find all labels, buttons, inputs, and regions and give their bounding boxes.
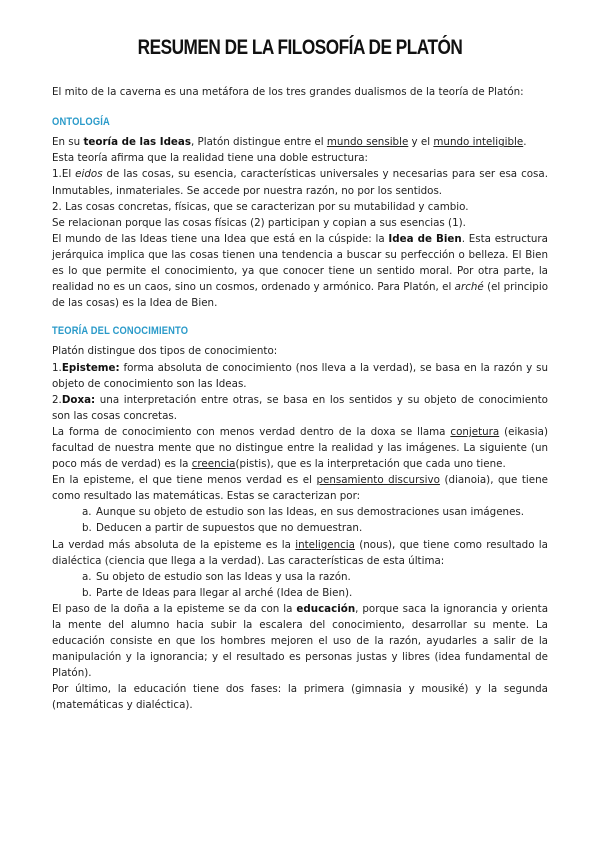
list-item: b. Parte de Ideas para llegar al arché (Idea de Bien). [82, 586, 353, 599]
list-item: b. Deducen a partir de supuestos que no demuestran. [82, 522, 363, 535]
dialectica-list [52, 569, 548, 601]
ontologia-paragraph-5: Se relacionan porque las cosas físicas (2) participan y copian a sus esencias (1). [52, 216, 466, 229]
ontologia-paragraph-3: 1.El eidos de las cosas, su esencia, características universales y necesarias para ser esa cosa. Inmutables, inmateriales. Se accede por nuestra razón, no por los sentidos. [52, 168, 548, 197]
conocimiento-paragraph-2: 1.Episteme: forma absoluta de conocimiento (nos lleva a la verdad), se basa en la razón y su objeto de conocimiento son las Ideas. [52, 361, 548, 390]
section-heading-conocimiento: TEORÍA DEL CONOCIMIENTO [52, 325, 189, 338]
ontologia-paragraph-2: Esta teoría afirma que la realidad tiene una doble estructura: [52, 152, 369, 165]
conocimiento-paragraph-3: 2.Doxa: una interpretación entre otras, se basa en los sentidos y su objeto de conocimiento son las cosas concretas. [52, 393, 548, 422]
conocimiento-paragraph-6: La verdad más absoluta de la episteme es la inteligencia (nous), que tiene como resultado la dialéctica (ciencia que llega a la verdad). Las características de esta última: [52, 538, 548, 567]
ontologia-paragraph-6: El mundo de las Ideas tiene una Idea que está en la cúspide: la Idea de Bien. Esta estructura jerárquica implica que las cosas tienen una tendencia a buscar su perfección o belleza. El Bien es lo que permite el conocimiento, ya que conocer tiene un sentido moral. Por otra parte, la realidad no es un caos, sino un cosmos, ordenado y armónico. Para Platón, el arché (el principio de las cosas) es la Idea de Bien. [52, 232, 548, 310]
conocimiento-paragraph-5: En la episteme, el que tiene menos verdad es el pensamiento discursivo (dianoia), que tiene como resultado las matemáticas. Estas se caracterizan por: [52, 474, 548, 503]
matematicas-list [52, 504, 548, 536]
conocimiento-paragraph-1: Platón distingue dos tipos de conocimiento: [52, 345, 278, 358]
section-heading-ontologia: ONTOLOGÍA [52, 116, 110, 129]
ontologia-paragraph-1: En su teoría de las Ideas, Platón distingue entre el mundo sensible y el mundo inteligible. [52, 136, 527, 149]
conocimiento-paragraph-7: El paso de la doña a la episteme se da con la educación, porque saca la ignorancia y orienta la mente del alumno hacia subir la escalera del conocimiento, desarrollar su mente. La educación consiste en que los hombres mejoren el uso de la razón, ayudarles a salir de la manipulación y la ignorancia; y el resultado es personas justas y libres (idea fundamental de Platón). [52, 602, 548, 680]
conocimiento-paragraph-4: La forma de conocimiento con menos verdad dentro de la doxa se llama conjetura (eikasia) facultad de nuestra mente que no distingue entre la realidad y las imágenes. La siguiente (un poco más de verdad) es la creencia(pistis), que es la interpretación que cada uno tiene. [52, 425, 548, 471]
intro-paragraph: El mito de la caverna es una metáfora de los tres grandes dualismos de la teoría de Platón: [52, 86, 524, 99]
list-item: a. Aunque su objeto de estudio son las Ideas, en sus demostraciones usan imágenes. [82, 506, 525, 519]
ontologia-paragraph-4: 2. Las cosas concretas, físicas, que se caracterizan por su mutabilidad y cambio. [52, 200, 469, 213]
list-item: a. Su objeto de estudio son las Ideas y usa la razón. [82, 570, 351, 583]
page-title: RESUMEN DE LA FILOSOFÍA DE PLATÓN [137, 36, 463, 59]
conocimiento-paragraph-8: Por último, la educación tiene dos fases: la primera (gimnasia y mousiké) y la segunda (matemáticas y dialéctica). [52, 683, 548, 712]
